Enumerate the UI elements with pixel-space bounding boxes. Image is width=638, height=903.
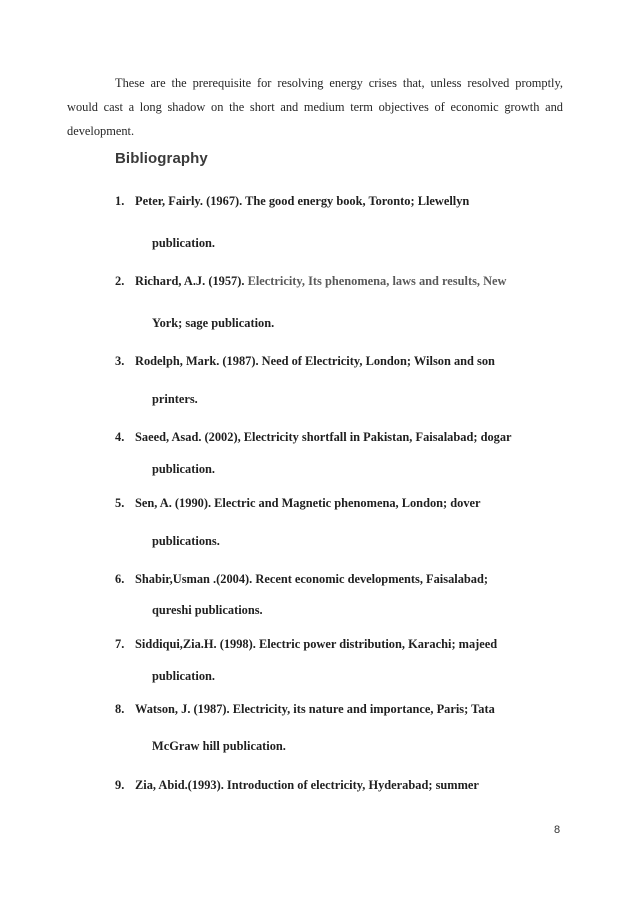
entry-line1: Siddiqui,Zia.H. (1998). Electric power distribution, Karachi; majeed: [135, 637, 498, 651]
entry-line1: Watson, J. (1987). Electricity, its nature and importance, Paris; Tata: [135, 702, 495, 716]
entry-number: 5.: [115, 496, 125, 510]
page-number: 8: [554, 824, 561, 836]
entry-number: 6.: [115, 572, 125, 586]
entry-title: Electricity, Its phenomena, laws and results, New: [247, 274, 507, 288]
entry-author: Richard, A.J. (1957).: [135, 274, 245, 288]
entry-line1: Peter, Fairly. (1967). The good energy book, Toronto; Llewellyn: [135, 194, 470, 208]
entry-line2: publications.: [152, 534, 220, 548]
entry-number: 1.: [115, 194, 125, 208]
entry-number: 2.: [115, 274, 125, 288]
entry-number: 8.: [115, 702, 125, 716]
entry-line1: Shabir,Usman .(2004). Recent economic developments, Faisalabad;: [135, 572, 489, 586]
bibliography-heading: Bibliography: [115, 150, 208, 167]
entry-line2: McGraw hill publication.: [152, 739, 286, 753]
entry-line1: Saeed, Asad. (2002), Electricity shortfall in Pakistan, Faisalabad; dogar: [135, 430, 512, 444]
entry-line2: publication.: [152, 669, 216, 683]
entry-line1: Sen, A. (1990). Electric and Magnetic phenomena, London; dover: [135, 496, 481, 510]
entry-number: 3.: [115, 354, 125, 368]
intro-text: These are the prerequisite for resolving energy crises that, unless resolved promptly, would cast a long shadow on the short and medium term objectives of economic growth and development.: [67, 76, 563, 138]
intro-paragraph: [67, 71, 563, 143]
entry-number: 9.: [115, 778, 125, 792]
entry-line1: Zia, Abid.(1993). Introduction of electricity, Hyderabad; summer: [135, 778, 479, 792]
entry-number: 7.: [115, 637, 125, 651]
entry-line2: printers.: [152, 392, 198, 406]
entry-line2: publication.: [152, 236, 216, 250]
entry-line2: York; sage publication.: [152, 316, 275, 330]
entry-number: 4.: [115, 430, 125, 444]
entry-line1: Rodelph, Mark. (1987). Need of Electricity, London; Wilson and son: [135, 354, 495, 368]
entry-line2: qureshi publications.: [152, 603, 263, 617]
entry-line1: [135, 274, 507, 289]
entry-line2: publication.: [152, 462, 216, 476]
